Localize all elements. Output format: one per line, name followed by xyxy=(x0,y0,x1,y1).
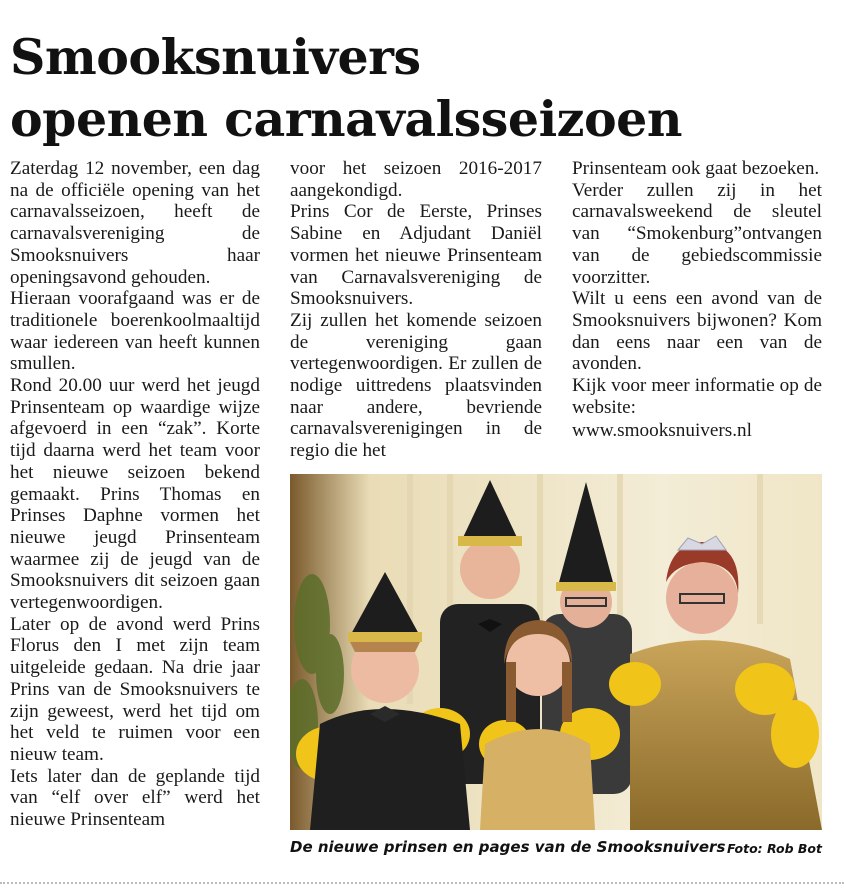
headline-line-2: openen carnavalsseizoen xyxy=(10,90,682,148)
paragraph: Rond 20.00 uur werd het jeugd Prinsenteam op waardige wijze afgevoerd in een “zak”. Korte tijd daarna werd het team voor het nieuwe seizoen bekend gemaakt. Prins Thomas en Prinses Daphne vormen het nieuwe jeugd Prinsenteam waarmee zij de jeugd van de Smooksnuivers dit seizoen gaan vertegenwoordigen. xyxy=(10,375,260,614)
paragraph: Wilt u eens een avond van de Smooksnuivers bijwonen? Kom dan eens naar een van de avonden. xyxy=(572,288,822,375)
article-column-1 xyxy=(10,158,260,831)
paragraph: Zaterdag 12 november, een dag na de officiële opening van het carnavalsseizoen, heeft de carnavalsvereniging de Smooksnuivers haar openingsavond gehouden. xyxy=(10,158,260,288)
paragraph: Prins Cor de Eerste, Prinses Sabine en Adjudant Daniël vormen het nieuwe Prinsenteam van Carnavalsvereniging de Smooksnuivers. xyxy=(290,201,542,310)
bottom-divider xyxy=(0,882,844,884)
photo-caption: De nieuwe prinsen en pages van de Smooksnuivers xyxy=(290,838,726,856)
article-column-3 xyxy=(572,158,822,442)
photo-credit: Foto: Rob Bot xyxy=(726,841,822,856)
paragraph: Verder zullen zij in het carnavalsweekend de sleutel van “Smokenburg”ontvangen van de gebiedscommissie voorzitter. xyxy=(572,179,822,288)
website-url: www.smooksnuivers.nl xyxy=(572,420,752,442)
paragraph: Later op de avond werd Prins Florus den I met zijn team uitgeleide gedaan. Na drie jaar Prins van de Smooksnuivers te zijn geweest, werd het tijd om het veld te ruimen voor een nieuw team. xyxy=(10,613,260,765)
group-photo xyxy=(290,474,822,830)
paragraph: Zij zullen het komende seizoen de vereniging gaan vertegenwoordigen. Er zullen de nodige uittredens plaatsvinden naar andere, bevriende carnavalsverenigingen in de regio die het xyxy=(290,309,542,462)
article-headline xyxy=(10,26,830,150)
paragraph: Iets later dan de geplande tijd van “elf over elf” werd het nieuwe Prinsenteam xyxy=(10,765,260,831)
paragraph: Prinsenteam ook gaat bezoeken. xyxy=(572,158,820,179)
paragraph: Kijk voor meer informatie op de website: xyxy=(572,375,822,418)
headline-line-1: Smooksnuivers xyxy=(10,28,421,86)
article-column-2 xyxy=(290,158,542,462)
paragraph: Hieraan voorafgaand was er de traditionele boerenkoolmaaltijd waar iedereen van heeft kunnen smullen. xyxy=(10,288,260,375)
paragraph: voor het seizoen 2016-2017 aangekondigd. xyxy=(290,158,542,201)
